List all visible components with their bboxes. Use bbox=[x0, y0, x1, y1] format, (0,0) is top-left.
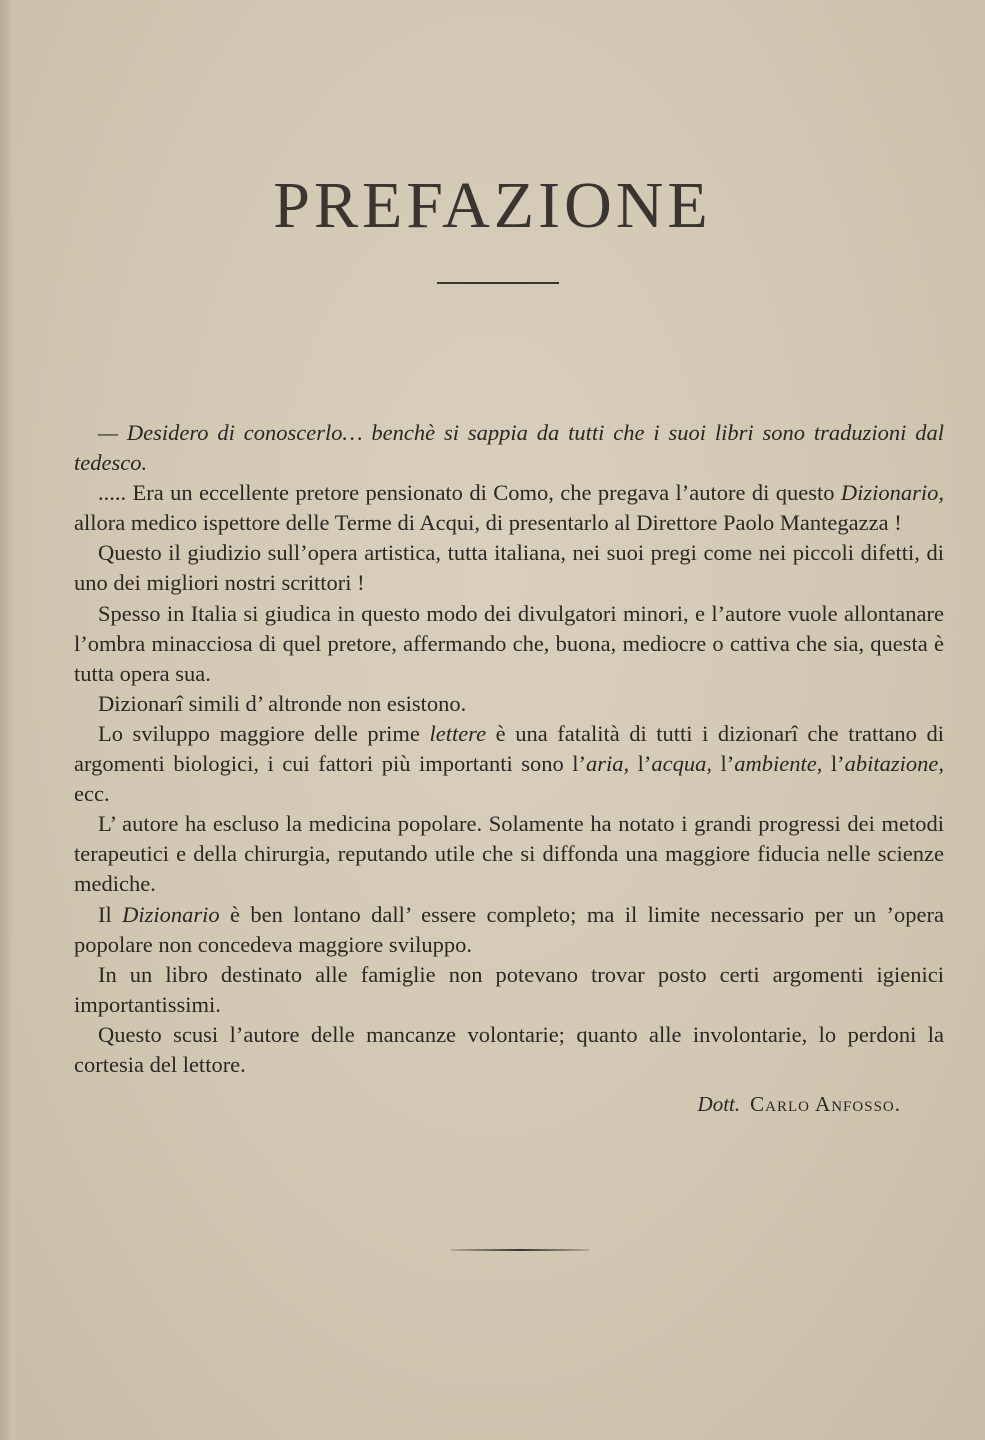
paragraph-6 bbox=[74, 719, 944, 809]
paragraph-5: Dizionarî simili d’ altronde non esistono. bbox=[98, 690, 467, 716]
end-rule bbox=[451, 1249, 589, 1251]
paragraph-6-e: l’ bbox=[822, 751, 845, 777]
paragraph-9: In un libro destinato alle famiglie non potevano trovar posto certi argomenti igienici importantissimi. bbox=[74, 961, 944, 1017]
paragraph-4: Spesso in Italia si giudica in questo modo dei divulgatori minori, e l’autore vuole allontanare l’ombra minacciosa di quel pretore, affermando che, buona, mediocre o cattiva che sia, questa è tutta opera sua. bbox=[74, 600, 944, 686]
paragraph-8-a: Il bbox=[98, 901, 123, 927]
paragraph-6-em-aria: aria, bbox=[585, 751, 630, 777]
paragraph-6-em-acqua: acqua, bbox=[651, 751, 712, 777]
signature-prefix: Dott. bbox=[697, 1092, 741, 1116]
paragraph-6-em-abitazione: abitazione, bbox=[844, 751, 945, 777]
paragraph-6-em-lettere: lettere bbox=[429, 720, 487, 746]
paragraph-6-c: l’ bbox=[629, 751, 652, 777]
paragraph-8 bbox=[74, 900, 944, 960]
page-title: PREFAZIONE bbox=[273, 169, 712, 242]
signature bbox=[698, 1092, 901, 1117]
paragraph-7: L’ autore ha escluso la medicina popolare. Solamente ha notato i grandi progressi dei metodi terapeutici e della chirurgia, reputando utile che si diffonda una maggiore fiducia nelle scienze mediche. bbox=[74, 811, 944, 897]
signature-name: Carlo Anfosso. bbox=[750, 1092, 901, 1116]
paragraph-1: — Desidero di conoscerlo… benchè si sappia da tutti che i suoi libri sono traduzioni dal tedesco. bbox=[74, 420, 944, 476]
paragraph-2-tail: allora medico ispettore delle Terme di Acqui, di presentarlo al Direttore Paolo Mantegazza ! bbox=[74, 510, 902, 536]
paragraph-8-b: è ben lontano dall’ essere completo; ma il limite necessario per un ’opera popolare non concedeva maggiore sviluppo. bbox=[74, 901, 945, 957]
paragraph-8-emphasis: Dizionario bbox=[122, 901, 220, 927]
paragraph-2-emphasis: Dizionario, bbox=[840, 480, 944, 506]
paragraph-6-em-ambiente: ambiente, bbox=[734, 751, 823, 777]
paragraph-10: Questo scusi l’autore delle mancanze volontarie; quanto alle involontarie, lo perdoni la cortesia del lettore. bbox=[74, 1021, 944, 1077]
paragraph-6-b: è una fatalità di tutti i dizionarî che trattano di argomenti biologici, i cui fattori più importanti sono l’ bbox=[74, 720, 944, 777]
paragraph-6-f: ecc. bbox=[74, 781, 110, 807]
paragraph-6-a: Lo sviluppo maggiore delle prime bbox=[98, 720, 430, 746]
preface-body bbox=[74, 418, 944, 1080]
paragraph-2 bbox=[74, 478, 944, 538]
paragraph-2-lead: ..... Era un eccellente pretore pensionato di Como, che pregava l’autore di questo bbox=[98, 480, 841, 506]
title-rule bbox=[437, 282, 559, 284]
paragraph-6-d: l’ bbox=[712, 751, 735, 777]
paragraph-3: Questo il giudizio sull’opera artistica, tutta italiana, nei suoi pregi come nei piccoli difetti, di uno dei migliori nostri scrittori ! bbox=[74, 540, 944, 596]
